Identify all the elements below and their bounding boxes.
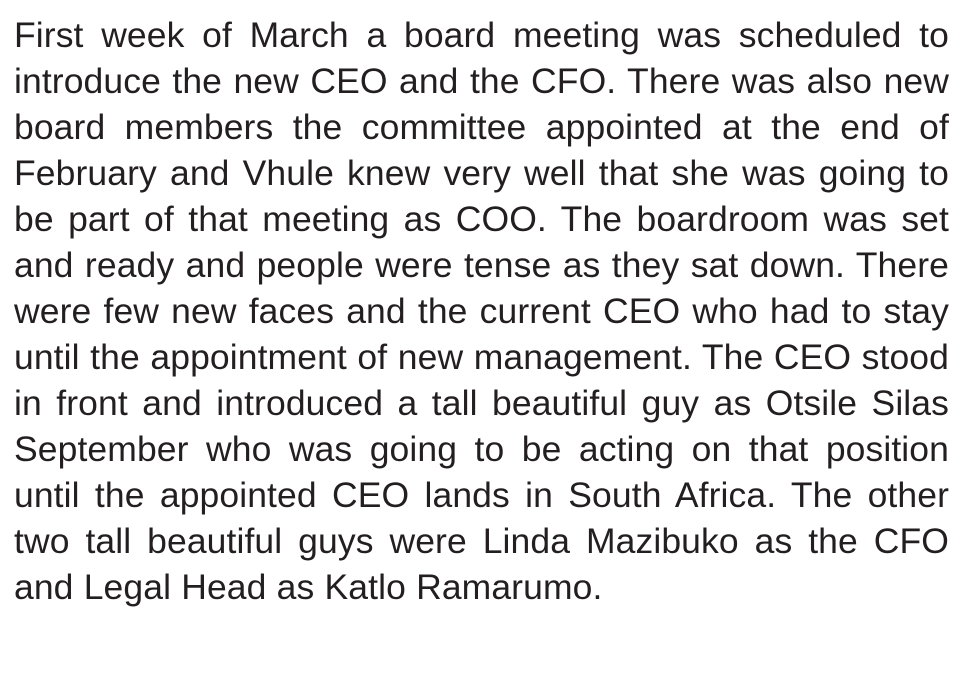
body-paragraph: First week of March a board meeting was scheduled to introduce the new CEO and the CFO. There was also new board members the committee appointed at the end of February and Vhule knew very well that she was going to be part of that meeting as COO. The boardroom was set and ready and people were tense as they sat down. There were few new faces and the current CEO who had to stay until the appointment of new management. The CEO stood in front and introduced a tall beautiful guy as Otsile Silas September who was going to be acting on that position until the appointed CEO lands in South Africa. The other two tall beautiful guys were Linda Mazibuko as the CFO and Legal Head as Katlo Ramarumo. bbox=[14, 15, 949, 607]
